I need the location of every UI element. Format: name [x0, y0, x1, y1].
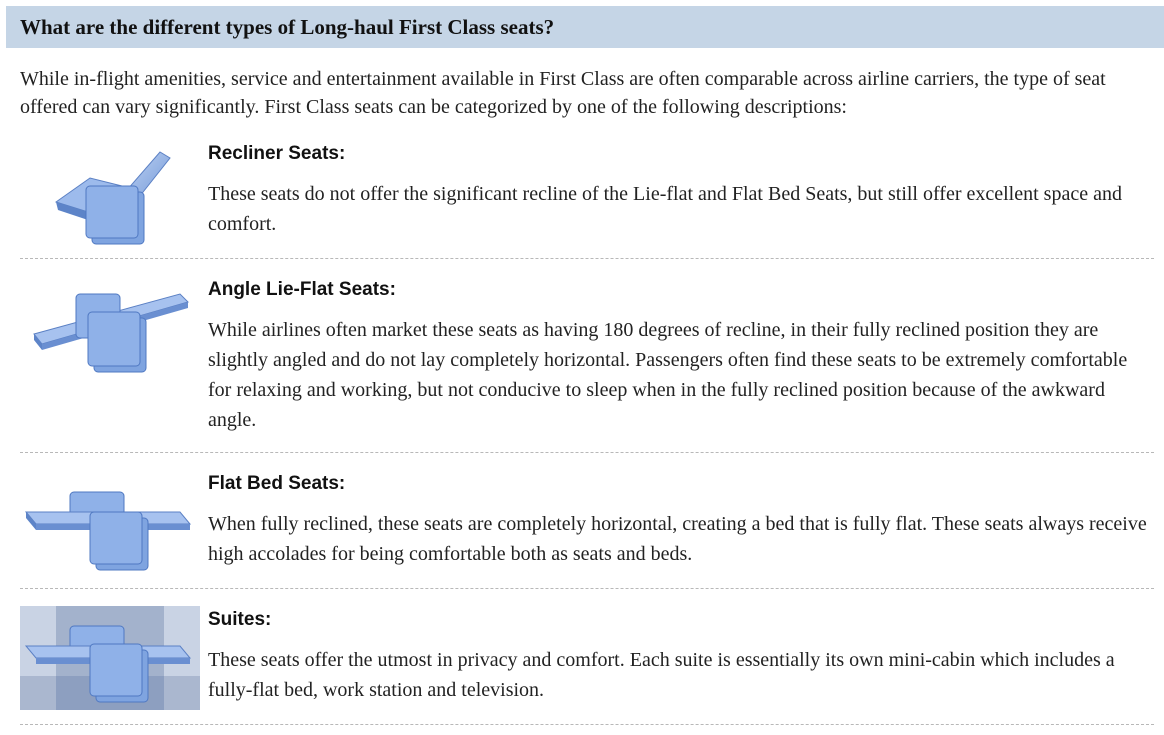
suite-seat-icon — [20, 606, 200, 710]
intro-paragraph: While in-flight amenities, service and entertainment available in First Class are often comparable across airline carriers, the type of seat offered can vary significantly. First Class seats can be categorized by one of the following descriptions: — [20, 68, 1106, 118]
angle-lie-flat-seat-icon — [20, 282, 200, 382]
seat-description: While airlines often market these seats as having 180 degrees of recline, in their fully reclined position they are slightly angled and do not lay completely horizontal. Passengers often find these seats to be extremely comfortable for relaxing and working, but not conducive to sleep when in the fully reclined position because of the awkward angle. — [208, 319, 1128, 431]
recliner-seat-icon — [20, 140, 200, 250]
seat-title: Angle Lie-Flat Seats: — [208, 279, 396, 300]
seat-title: Suites: — [208, 609, 272, 630]
seat-item-angle-lie-flat — [20, 268, 1154, 453]
seat-item-suites — [20, 598, 1154, 725]
seat-title: Recliner Seats: — [208, 143, 346, 164]
section-title: What are the different types of Long-haul First Class seats? — [20, 15, 555, 39]
seat-description: When fully reclined, these seats are completely horizontal, creating a bed that is fully flat. These seats always receive high accolades for being comfortable both as seats and beds. — [208, 513, 1147, 565]
seat-description: These seats offer the utmost in privacy and comfort. Each suite is essentially its own mini-cabin which includes a fully-flat bed, work station and television. — [208, 649, 1115, 701]
seat-title: Flat Bed Seats: — [208, 473, 346, 494]
seat-item-recliner — [20, 132, 1154, 259]
section-header — [6, 6, 1164, 48]
seat-description: These seats do not offer the significant recline of the Lie-flat and Flat Bed Seats, but still offer excellent space and comfort. — [208, 183, 1122, 235]
flat-bed-seat-icon — [20, 482, 200, 582]
seat-item-flat-bed — [20, 462, 1154, 589]
